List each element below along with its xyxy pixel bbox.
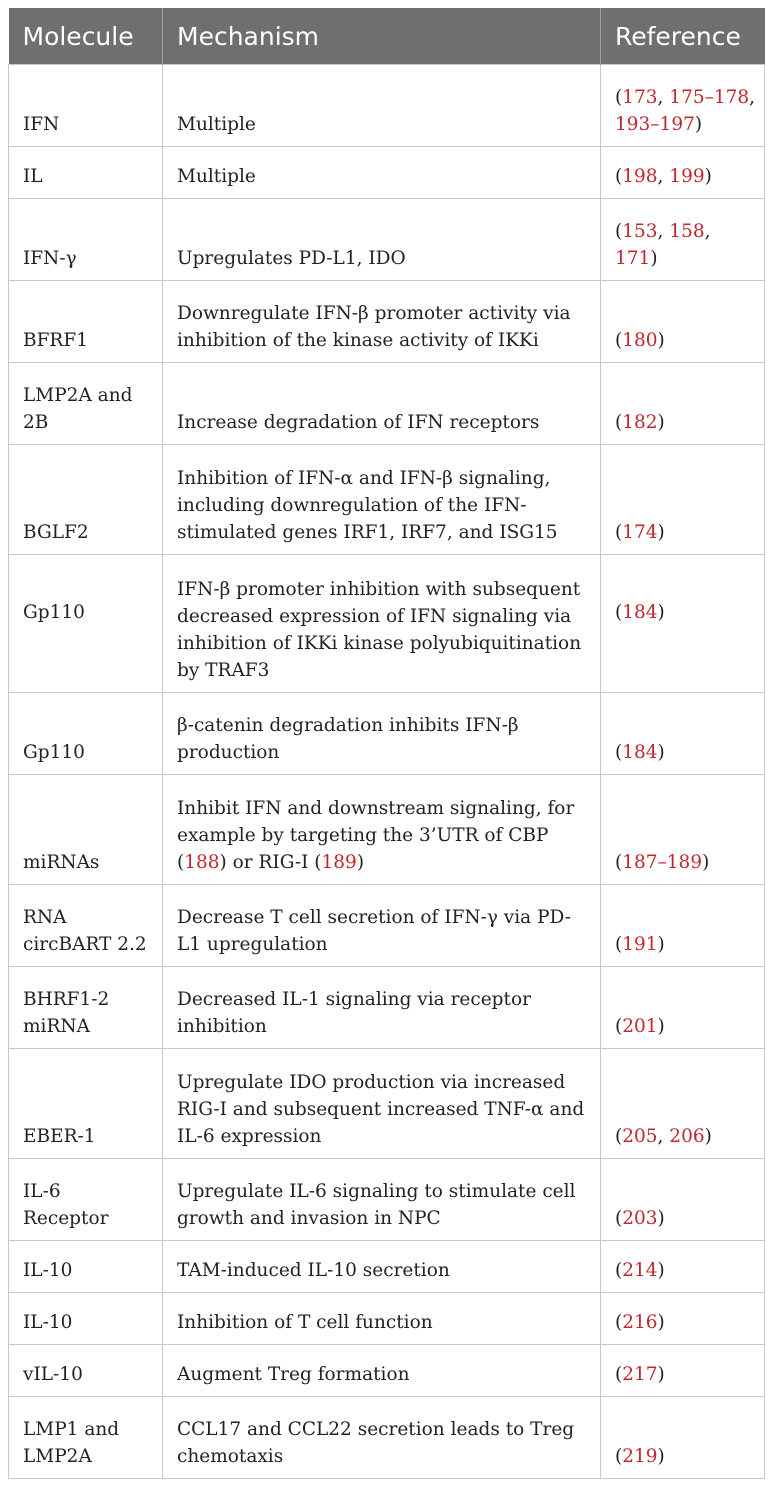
mechanism-cell: IFN-β promoter inhibition with subsequent decreased expression of IFN signaling via inhibition of IKKi kinase polyubiquitination by TRAF3 — [163, 555, 601, 693]
reference-cell: (182) — [601, 363, 765, 445]
mechanism-cell: Upregulate IL-6 signaling to stimulate cell growth and invasion in NPC — [163, 1159, 601, 1241]
molecule-cell: RNA circBART 2.2 — [9, 885, 163, 967]
reference-link[interactable]: 180 — [622, 330, 658, 351]
reference-cell: (205, 206) — [601, 1049, 765, 1159]
table-row — [9, 693, 765, 775]
mechanism-cell: TAM-induced IL-10 secretion — [163, 1241, 601, 1293]
mechanism-cell: Inhibit IFN and downstream signaling, for example by targeting the 3’UTR of CBP (188) or RIG-I (189) — [163, 775, 601, 885]
table-row — [9, 1345, 765, 1397]
mechanism-cell: Inhibition of T cell function — [163, 1293, 601, 1345]
table-row — [9, 885, 765, 967]
reference-link[interactable]: 219 — [622, 1446, 658, 1467]
reference-link[interactable]: 184 — [622, 602, 658, 623]
molecule-cell: vIL-10 — [9, 1345, 163, 1397]
table-row — [9, 147, 765, 199]
table-row — [9, 775, 765, 885]
table-row — [9, 555, 765, 693]
table-row — [9, 65, 765, 147]
mechanism-cell: Multiple — [163, 65, 601, 147]
mechanism-cell: CCL17 and CCL22 secretion leads to Treg chemotaxis — [163, 1397, 601, 1479]
table-row — [9, 967, 765, 1049]
header-mechanism: Mechanism — [163, 8, 601, 65]
reference-link[interactable]: 203 — [622, 1208, 658, 1229]
reference-cell: (191) — [601, 885, 765, 967]
reference-link[interactable]: 187–189 — [622, 852, 703, 873]
molecule-cell: Gp110 — [9, 555, 163, 693]
reference-link[interactable]: 182 — [622, 412, 658, 433]
molecule-cell: IFN-γ — [9, 199, 163, 281]
molecule-cell: EBER-1 — [9, 1049, 163, 1159]
molecule-cell: LMP2A and 2B — [9, 363, 163, 445]
molecule-cell: BHRF1-2 miRNA — [9, 967, 163, 1049]
mechanism-cell: Decreased IL-1 signaling via receptor inhibition — [163, 967, 601, 1049]
mechanism-text: Inhibit IFN and downstream signaling, for example by targeting the 3’UTR of CBP — [177, 798, 575, 846]
reference-link[interactable]: 173 — [622, 87, 658, 108]
mechanism-cell: Increase degradation of IFN receptors — [163, 363, 601, 445]
molecule-cell: Gp110 — [9, 693, 163, 775]
mechanism-cell: Downregulate IFN-β promoter activity via inhibition of the kinase activity of IKKi — [163, 281, 601, 363]
reference-link[interactable]: 189 — [321, 852, 357, 873]
reference-link[interactable]: 198 — [622, 166, 658, 187]
reference-link[interactable]: 206 — [669, 1126, 705, 1147]
mechanism-table — [8, 8, 765, 1479]
reference-link[interactable]: 217 — [622, 1364, 658, 1385]
reference-link[interactable]: 158 — [669, 221, 705, 242]
table-row — [9, 445, 765, 555]
reference-cell: (219) — [601, 1397, 765, 1479]
reference-link[interactable]: 153 — [622, 221, 658, 242]
reference-link[interactable]: 191 — [622, 934, 658, 955]
reference-cell: (217) — [601, 1345, 765, 1397]
reference-link[interactable]: 171 — [615, 248, 651, 269]
molecule-cell: IFN — [9, 65, 163, 147]
header-row — [9, 8, 765, 65]
reference-link[interactable]: 199 — [669, 166, 705, 187]
reference-link[interactable]: 188 — [184, 852, 220, 873]
mechanism-cell: Upregulate IDO production via increased RIG-I and subsequent increased TNF-α and IL-6 expression — [163, 1049, 601, 1159]
mechanism-cell: Inhibition of IFN-α and IFN-β signaling, including downregulation of the IFN-stimulated genes IRF1, IRF7, and ISG15 — [163, 445, 601, 555]
molecule-cell: IL-10 — [9, 1293, 163, 1345]
molecule-cell: IL — [9, 147, 163, 199]
mechanism-cell: Upregulates PD-L1, IDO — [163, 199, 601, 281]
mechanism-cell: Augment Treg formation — [163, 1345, 601, 1397]
molecule-cell: miRNAs — [9, 775, 163, 885]
header-molecule: Molecule — [9, 8, 163, 65]
reference-link[interactable]: 201 — [622, 1016, 658, 1037]
reference-link[interactable]: 184 — [622, 742, 658, 763]
reference-link[interactable]: 214 — [622, 1260, 658, 1281]
reference-cell: (201) — [601, 967, 765, 1049]
reference-cell: (203) — [601, 1159, 765, 1241]
reference-cell: (214) — [601, 1241, 765, 1293]
reference-cell: (173, 175–178, 193–197) — [601, 65, 765, 147]
reference-cell: (187–189) — [601, 775, 765, 885]
molecule-cell: BGLF2 — [9, 445, 163, 555]
reference-link[interactable]: 193–197 — [615, 114, 695, 135]
molecule-cell: BFRF1 — [9, 281, 163, 363]
table-row — [9, 1049, 765, 1159]
table-row — [9, 281, 765, 363]
mechanism-cell: Multiple — [163, 147, 601, 199]
reference-cell: (153, 158, 171) — [601, 199, 765, 281]
molecule-cell: IL-10 — [9, 1241, 163, 1293]
table-row — [9, 199, 765, 281]
reference-cell: (174) — [601, 445, 765, 555]
reference-cell: (198, 199) — [601, 147, 765, 199]
table-row — [9, 1241, 765, 1293]
mechanism-cell: β-catenin degradation inhibits IFN-β production — [163, 693, 601, 775]
reference-link[interactable]: 205 — [622, 1126, 658, 1147]
reference-cell: (184) — [601, 693, 765, 775]
table-row — [9, 1293, 765, 1345]
table-row — [9, 363, 765, 445]
table-row — [9, 1397, 765, 1479]
molecule-cell: IL-6 Receptor — [9, 1159, 163, 1241]
reference-cell: (216) — [601, 1293, 765, 1345]
reference-link[interactable]: 174 — [622, 522, 658, 543]
reference-link[interactable]: 216 — [622, 1312, 658, 1333]
reference-link[interactable]: 175–178 — [669, 87, 750, 108]
header-reference: Reference — [601, 8, 765, 65]
mechanism-cell: Decrease T cell secretion of IFN-γ via PD-L1 upregulation — [163, 885, 601, 967]
table-row — [9, 1159, 765, 1241]
molecule-cell: LMP1 and LMP2A — [9, 1397, 163, 1479]
reference-cell: (180) — [601, 281, 765, 363]
reference-cell: (184) — [601, 555, 765, 693]
mechanism-text: or RIG-I — [226, 852, 315, 873]
